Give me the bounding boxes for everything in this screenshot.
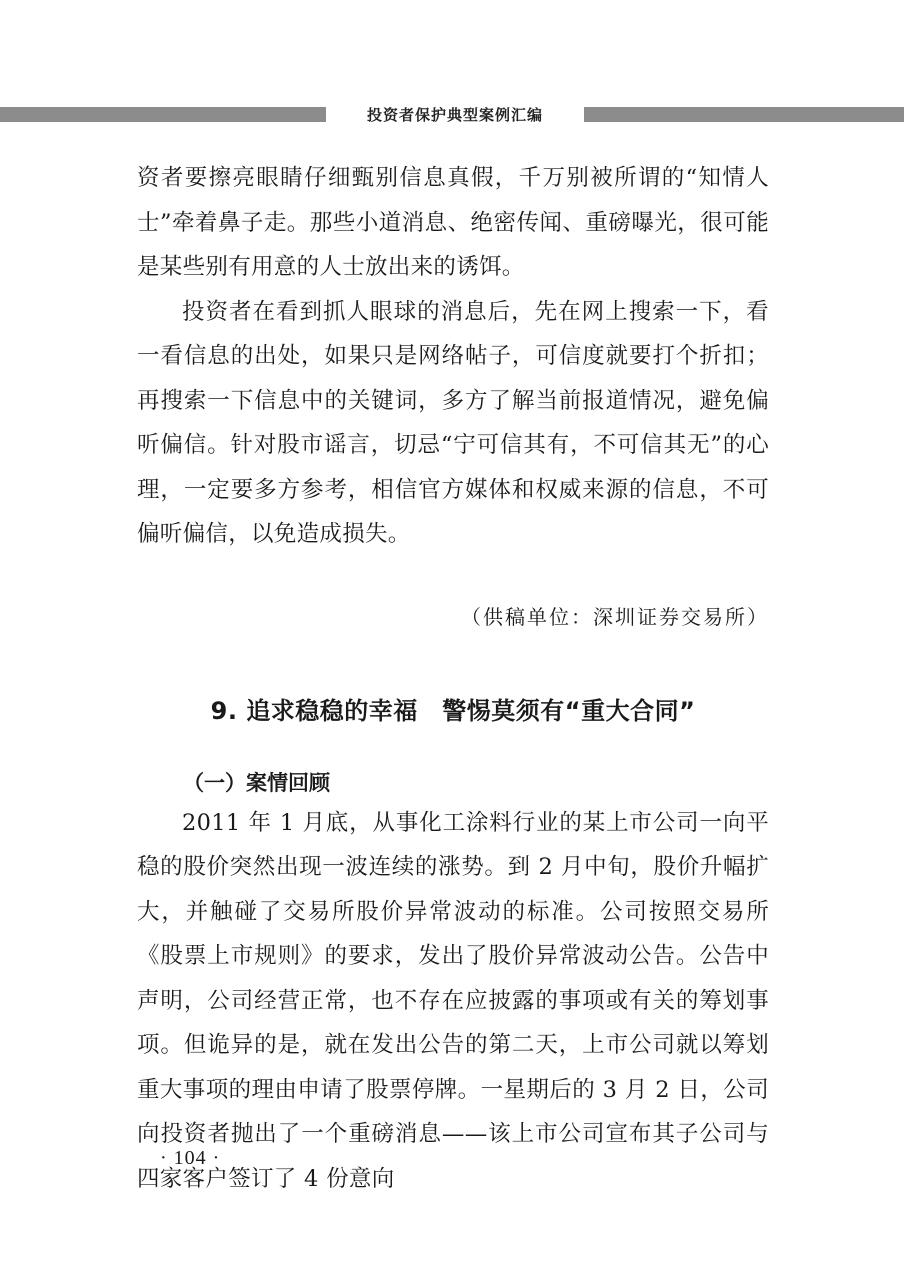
header-title: 投资者保护典型案例汇编 [366, 106, 543, 124]
header-bar-left [0, 107, 326, 122]
source-credit: （供稿单位：深圳证券交易所） [461, 604, 769, 629]
paragraph: 2011 年 1 月底，从事化工涂料行业的某上市公司一向平稳的股价突然出现一波连续的涨势。到 2 月中旬，股价升幅扩大，并触碰了交易所股价异常波动的标准。公司按照交易所《股票上市规则》的要求，发出了股价异常波动公告。公告中声明，公司经营正常，也不存在应披露的事项或有关的筹划事项。但诡异的是，就在发出公告的第二天，上市公司就以筹划重大事项的理由申请了股票停牌。一星期后的 3 月 2 日，公司向投资者抛出了一个重磅消息——该上市公司宣布其子公司与四家客户签订了 4 份意向 [137, 809, 769, 1192]
running-header [0, 103, 904, 127]
sub-section-title: （一）案情回顾 [183, 770, 330, 795]
header-bar-right [584, 107, 904, 122]
paragraph: 投资者在看到抓人眼球的消息后，先在网上搜索一下，看一看信息的出处，如果只是网络帖子，可信度就要打个折扣；再搜索一下信息中的关键词，多方了解当前报道情况，避免偏听偏信。针对股市谣言，切忌“宁可信其有，不可信其无”的心理，一定要多方参考，相信官方媒体和权威来源的信息，不可偏听偏信，以免造成损失。 [137, 298, 769, 547]
page-body [137, 156, 769, 1201]
page-number: · 104 · [160, 1147, 221, 1169]
paragraph-continued: 资者要擦亮眼睛仔细甄别信息真假，千万别被所谓的“知情人士”牵着鼻子走。那些小道消息、绝密传闻、重磅曝光，很可能是某些别有用意的人士放出来的诱饵。 [137, 165, 769, 280]
section-title: 9. 追求稳稳的幸福 警惕莫须有“重大合同” [210, 696, 696, 725]
